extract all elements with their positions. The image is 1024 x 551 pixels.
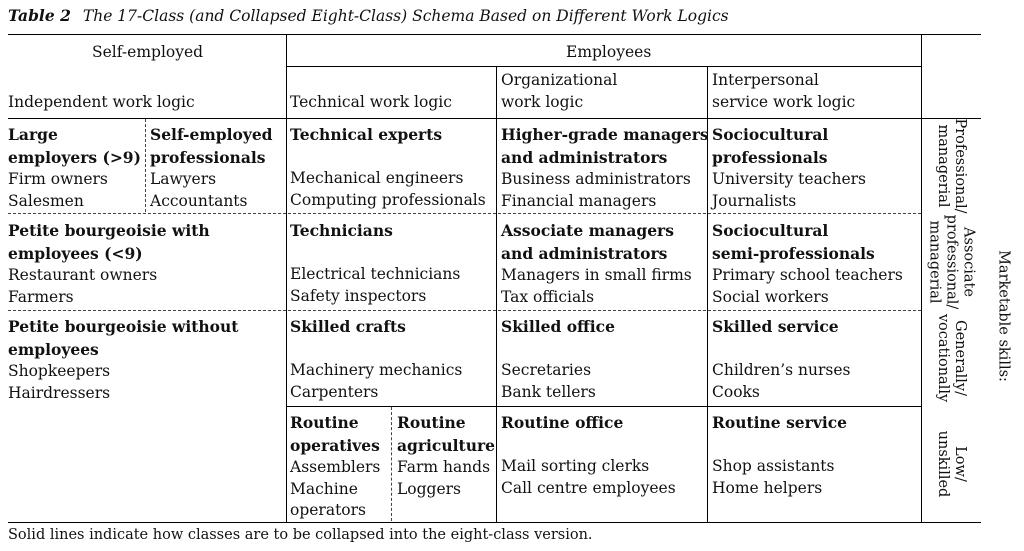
rule-col-tech-org: [496, 66, 497, 522]
rule-dot-routine: [391, 407, 392, 521]
cell-sociocultural-semi-professionals: Sociocultural semi-professionals Primary school teachers Social workers: [712, 221, 903, 306]
cell-routine-service: Routine service Shop assistants Home helpers: [712, 413, 848, 497]
rule-employees-under: [286, 66, 921, 67]
header-organizational: Organizational work logic: [501, 71, 618, 111]
rule-r3-bottom: [286, 406, 921, 407]
footnote: Solid lines indicate how classes are to be collapsed into the eight-class version.: [8, 527, 593, 543]
cell-technicians: Technicians Electrical technicians Safety inspectors: [290, 221, 461, 305]
header-employees: Employees: [566, 43, 652, 61]
rule-top: [8, 34, 981, 35]
cell-skilled-office: Skilled office Secretaries Bank tellers: [501, 317, 615, 401]
header-self-employed: Self-employed: [92, 43, 204, 61]
table-caption: [8, 6, 729, 25]
cell-skilled-crafts: Skilled crafts Machinery mechanics Carpenters: [290, 317, 463, 401]
cell-large-employers: Large employers (>9) Firm owners Salesmen: [8, 125, 141, 210]
header-independent: Independent work logic: [8, 93, 195, 111]
cell-routine-agriculture: Routine agriculture Farm hands Loggers: [397, 413, 495, 498]
marketable-skills-label: Marketable skills:: [995, 250, 1012, 382]
table-label: Table 2: [8, 6, 71, 25]
rule-dash-r1: [8, 213, 921, 214]
header-interpersonal: Interpersonal service work logic: [712, 71, 856, 111]
cell-routine-operatives: Routine operatives Assemblers Machine operators: [290, 413, 381, 519]
rule-table-bottom: [8, 522, 981, 523]
skill-associate-professional: Associate professional/ managerial: [926, 214, 977, 310]
rule-col-self-employees: [286, 34, 287, 522]
header-technical: Technical work logic: [290, 93, 452, 111]
skill-professional-managerial: Professional/ managerial: [935, 118, 968, 214]
rule-dash-r2: [8, 310, 921, 311]
cell-higher-grade-managers: Higher-grade managers and administrators Business administrators Financial managers: [501, 125, 709, 210]
skill-generally-vocationally: Generally/ vocationally: [935, 313, 968, 403]
skill-low-unskilled: Low/ unskilled: [935, 430, 968, 498]
rule-dot-self: [145, 119, 146, 212]
table-title: The 17-Class (and Collapsed Eight-Class) Schema Based on Different Work Logics: [82, 7, 729, 25]
cell-petite-bourgeoisie-without: Petite bourgeoisie without employees Shopkeepers Hairdressers: [8, 317, 239, 402]
rule-col-skills: [921, 34, 922, 522]
rule-header-bottom: [8, 118, 981, 119]
cell-self-employed-professionals: Self-employed professionals Lawyers Accountants: [150, 125, 273, 210]
cell-technical-experts: Technical experts Mechanical engineers Computing professionals: [290, 125, 486, 209]
cell-associate-managers: Associate managers and administrators Managers in small firms Tax officials: [501, 221, 692, 306]
cell-sociocultural-professionals: Sociocultural professionals University teachers Journalists: [712, 125, 867, 210]
cell-petite-bourgeoisie-with: Petite bourgeoisie with employees (<9) Restaurant owners Farmers: [8, 221, 210, 306]
cell-skilled-service: Skilled service Children’s nurses Cooks: [712, 317, 851, 401]
cell-routine-office: Routine office Mail sorting clerks Call centre employees: [501, 413, 676, 497]
